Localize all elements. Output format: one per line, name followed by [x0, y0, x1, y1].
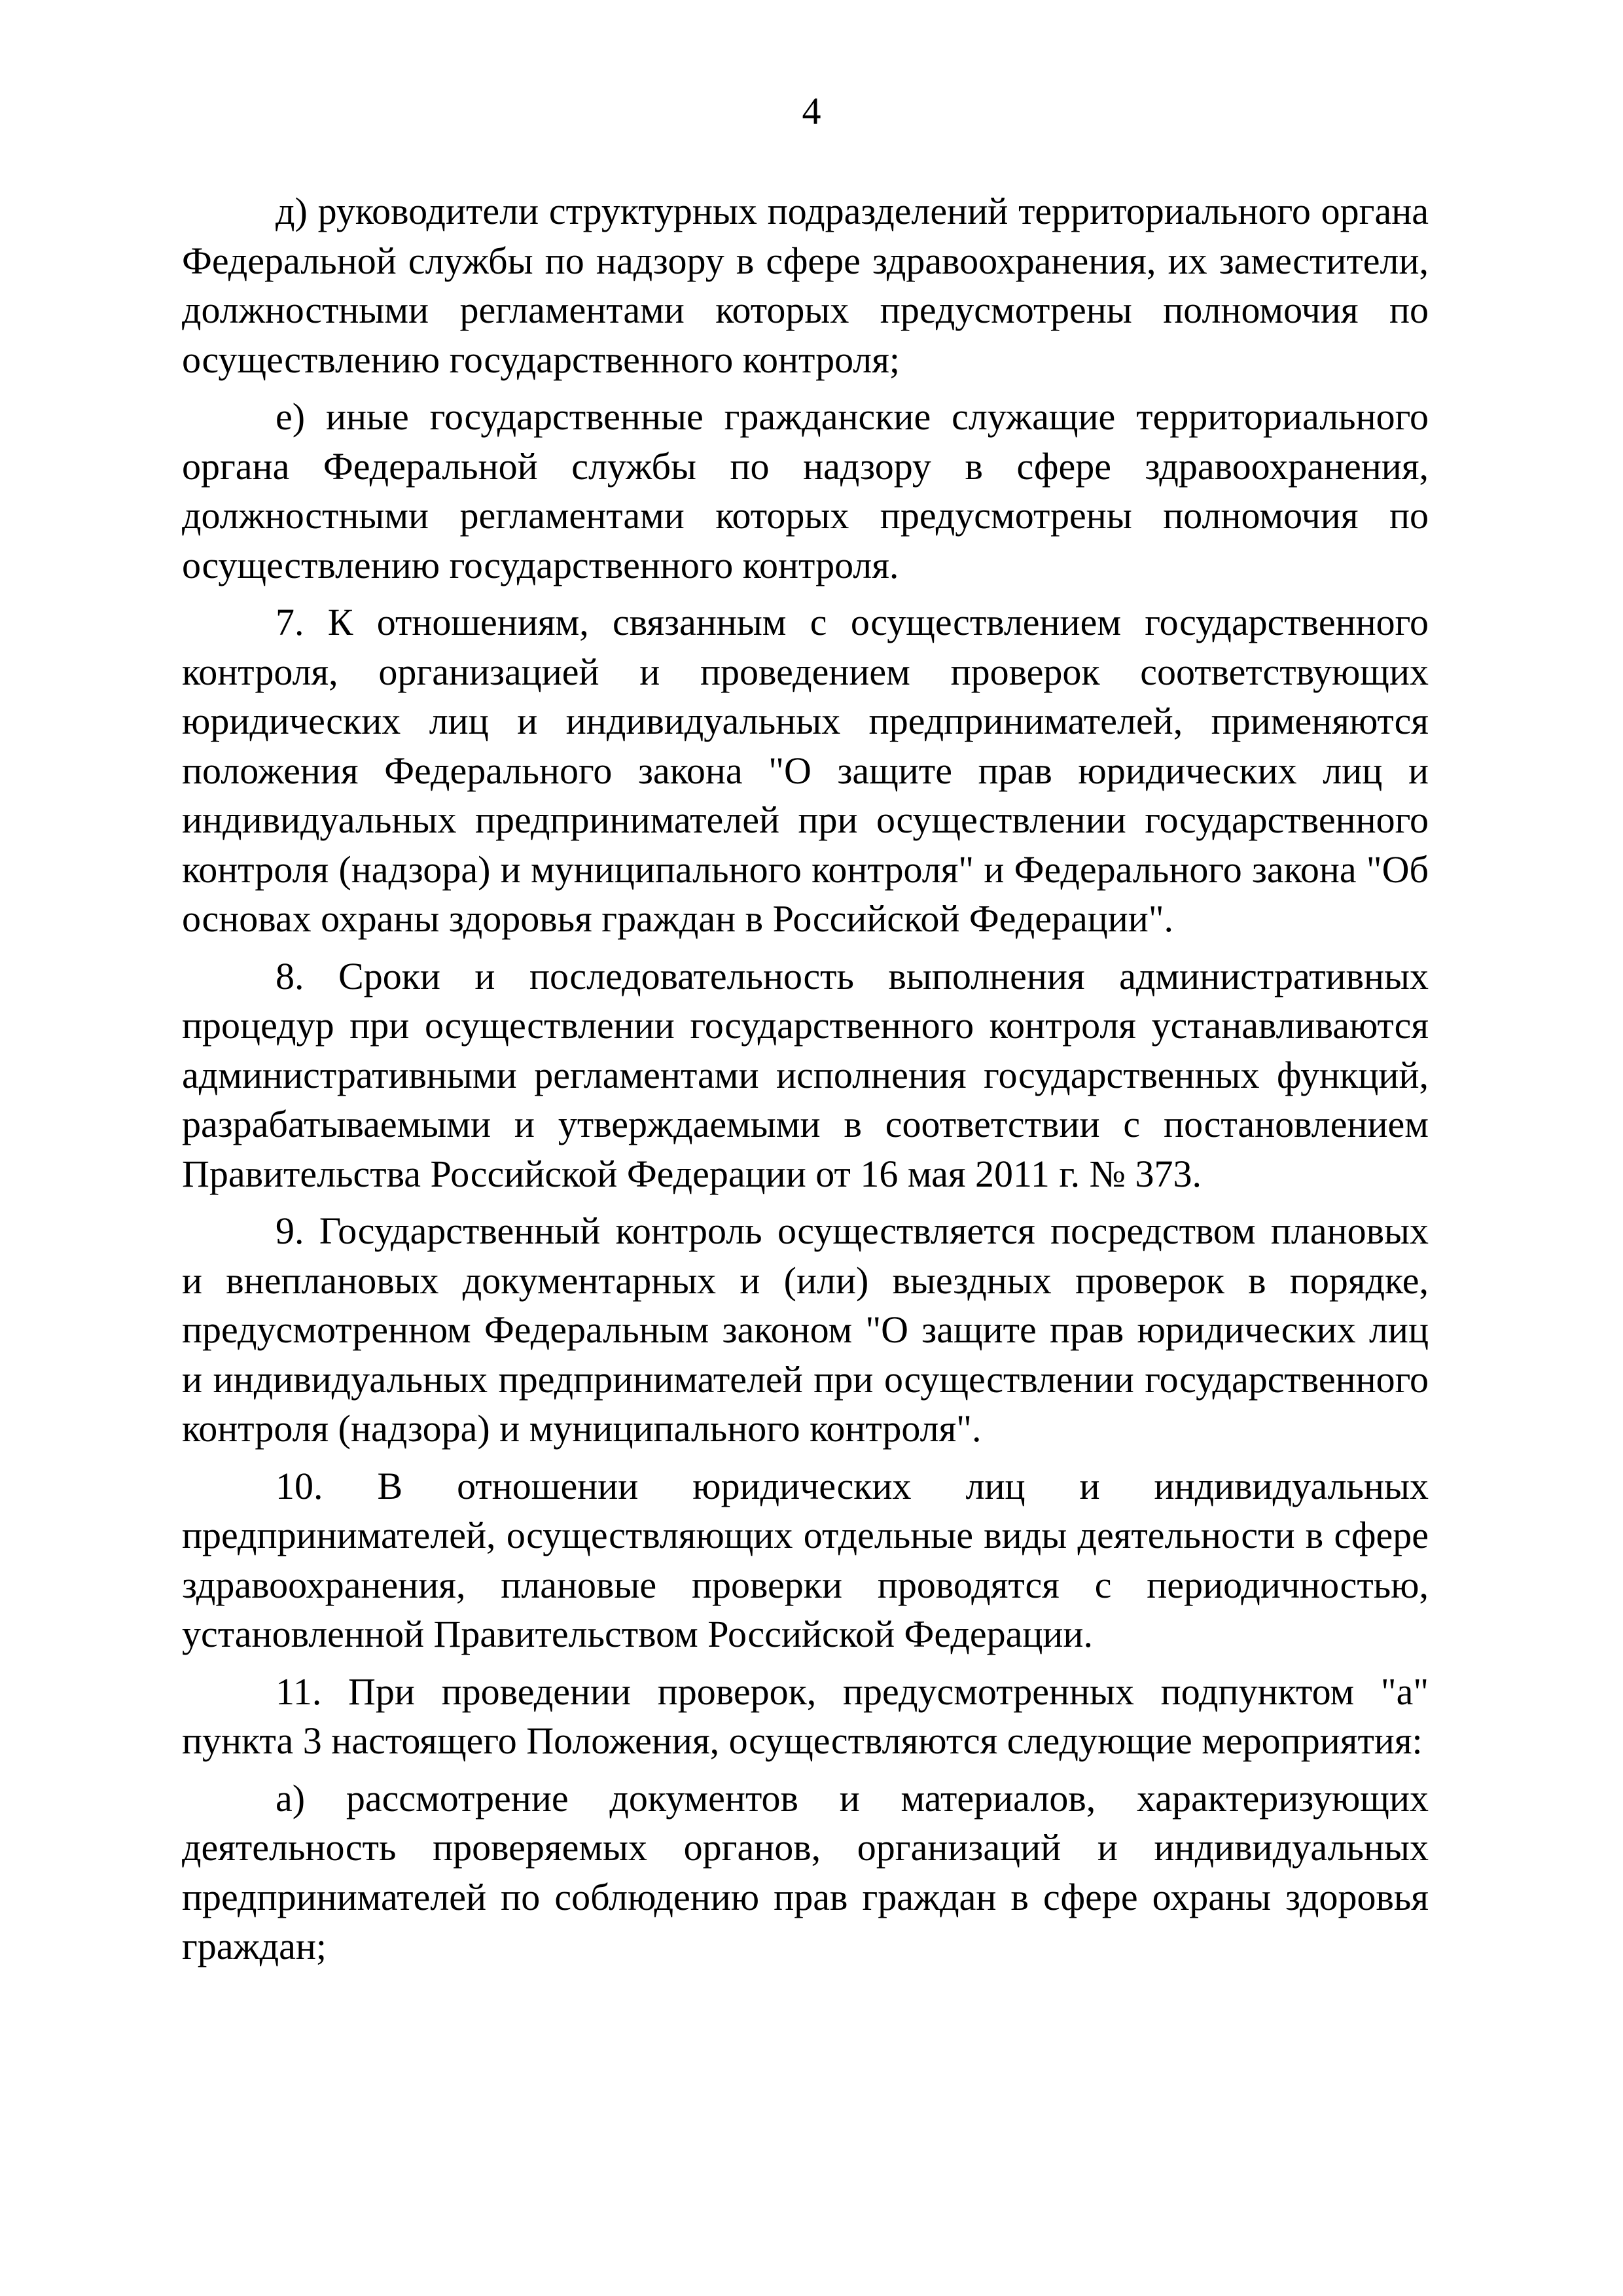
- paragraph-9: 9. Государственный контроль осуществляется посредством плановых и внеплановых документарных и (или) выездных проверок в порядке, предусмотренном Федеральным законом "О защите прав юридических лиц и индивидуальных предпринимателей при осуществлении государственного контроля (надзора) и муниципального контроля".: [182, 1210, 1429, 1450]
- paragraph-10: 10. В отношении юридических лиц и индивидуальных предпринимателей, осуществляющих отдельные виды деятельности в сфере здравоохранения, плановые проверки проводятся с периодичностью, установленной Правительством Российской Федерации.: [182, 1464, 1429, 1655]
- page-number: 4: [802, 90, 821, 132]
- paragraph-7: 7. К отношениям, связанным с осуществлением государственного контроля, организацией и проведением проверок соответствующих юридических лиц и индивидуальных предпринимателей, применяются положения Федерального закона "О защите прав юридических лиц и индивидуальных предпринимателей при осуществлении государственного контроля (надзора) и муниципального контроля" и Федерального закона "Об основах охраны здоровья граждан в Российской Федерации".: [182, 601, 1429, 940]
- paragraph-d: д) руководители структурных подразделений территориального органа Федеральной службы по надзору в сфере здравоохранения, их заместители, должностными регламентами которых предусмотрены полномочия по осуществлению государственного контроля;: [182, 190, 1429, 381]
- paragraph-a: а) рассмотрение документов и материалов, характеризующих деятельность проверяемых органов, организаций и индивидуальных предпринимателей по соблюдению прав граждан в сфере охраны здоровья граждан;: [182, 1776, 1429, 1967]
- paragraph-8: 8. Сроки и последовательность выполнения административных процедур при осуществлении государственного контроля устанавливаются административными регламентами исполнения государственных функций, разрабатываемыми и утверждаемыми в соответствии с постановлением Правительства Российской Федерации от 16 мая 2011 г. № 373.: [182, 954, 1429, 1195]
- document-body: [182, 187, 1429, 1979]
- paragraph-11: 11. При проведении проверок, предусмотренных подпунктом "а" пункта 3 настоящего Положения, осуществляются следующие мероприятия:: [182, 1670, 1429, 1762]
- paragraph-e: е) иные государственные гражданские служащие территориального органа Федеральной службы по надзору в сфере здравоохранения, должностными регламентами которых предусмотрены полномочия по осуществлению государственного контроля.: [182, 395, 1429, 586]
